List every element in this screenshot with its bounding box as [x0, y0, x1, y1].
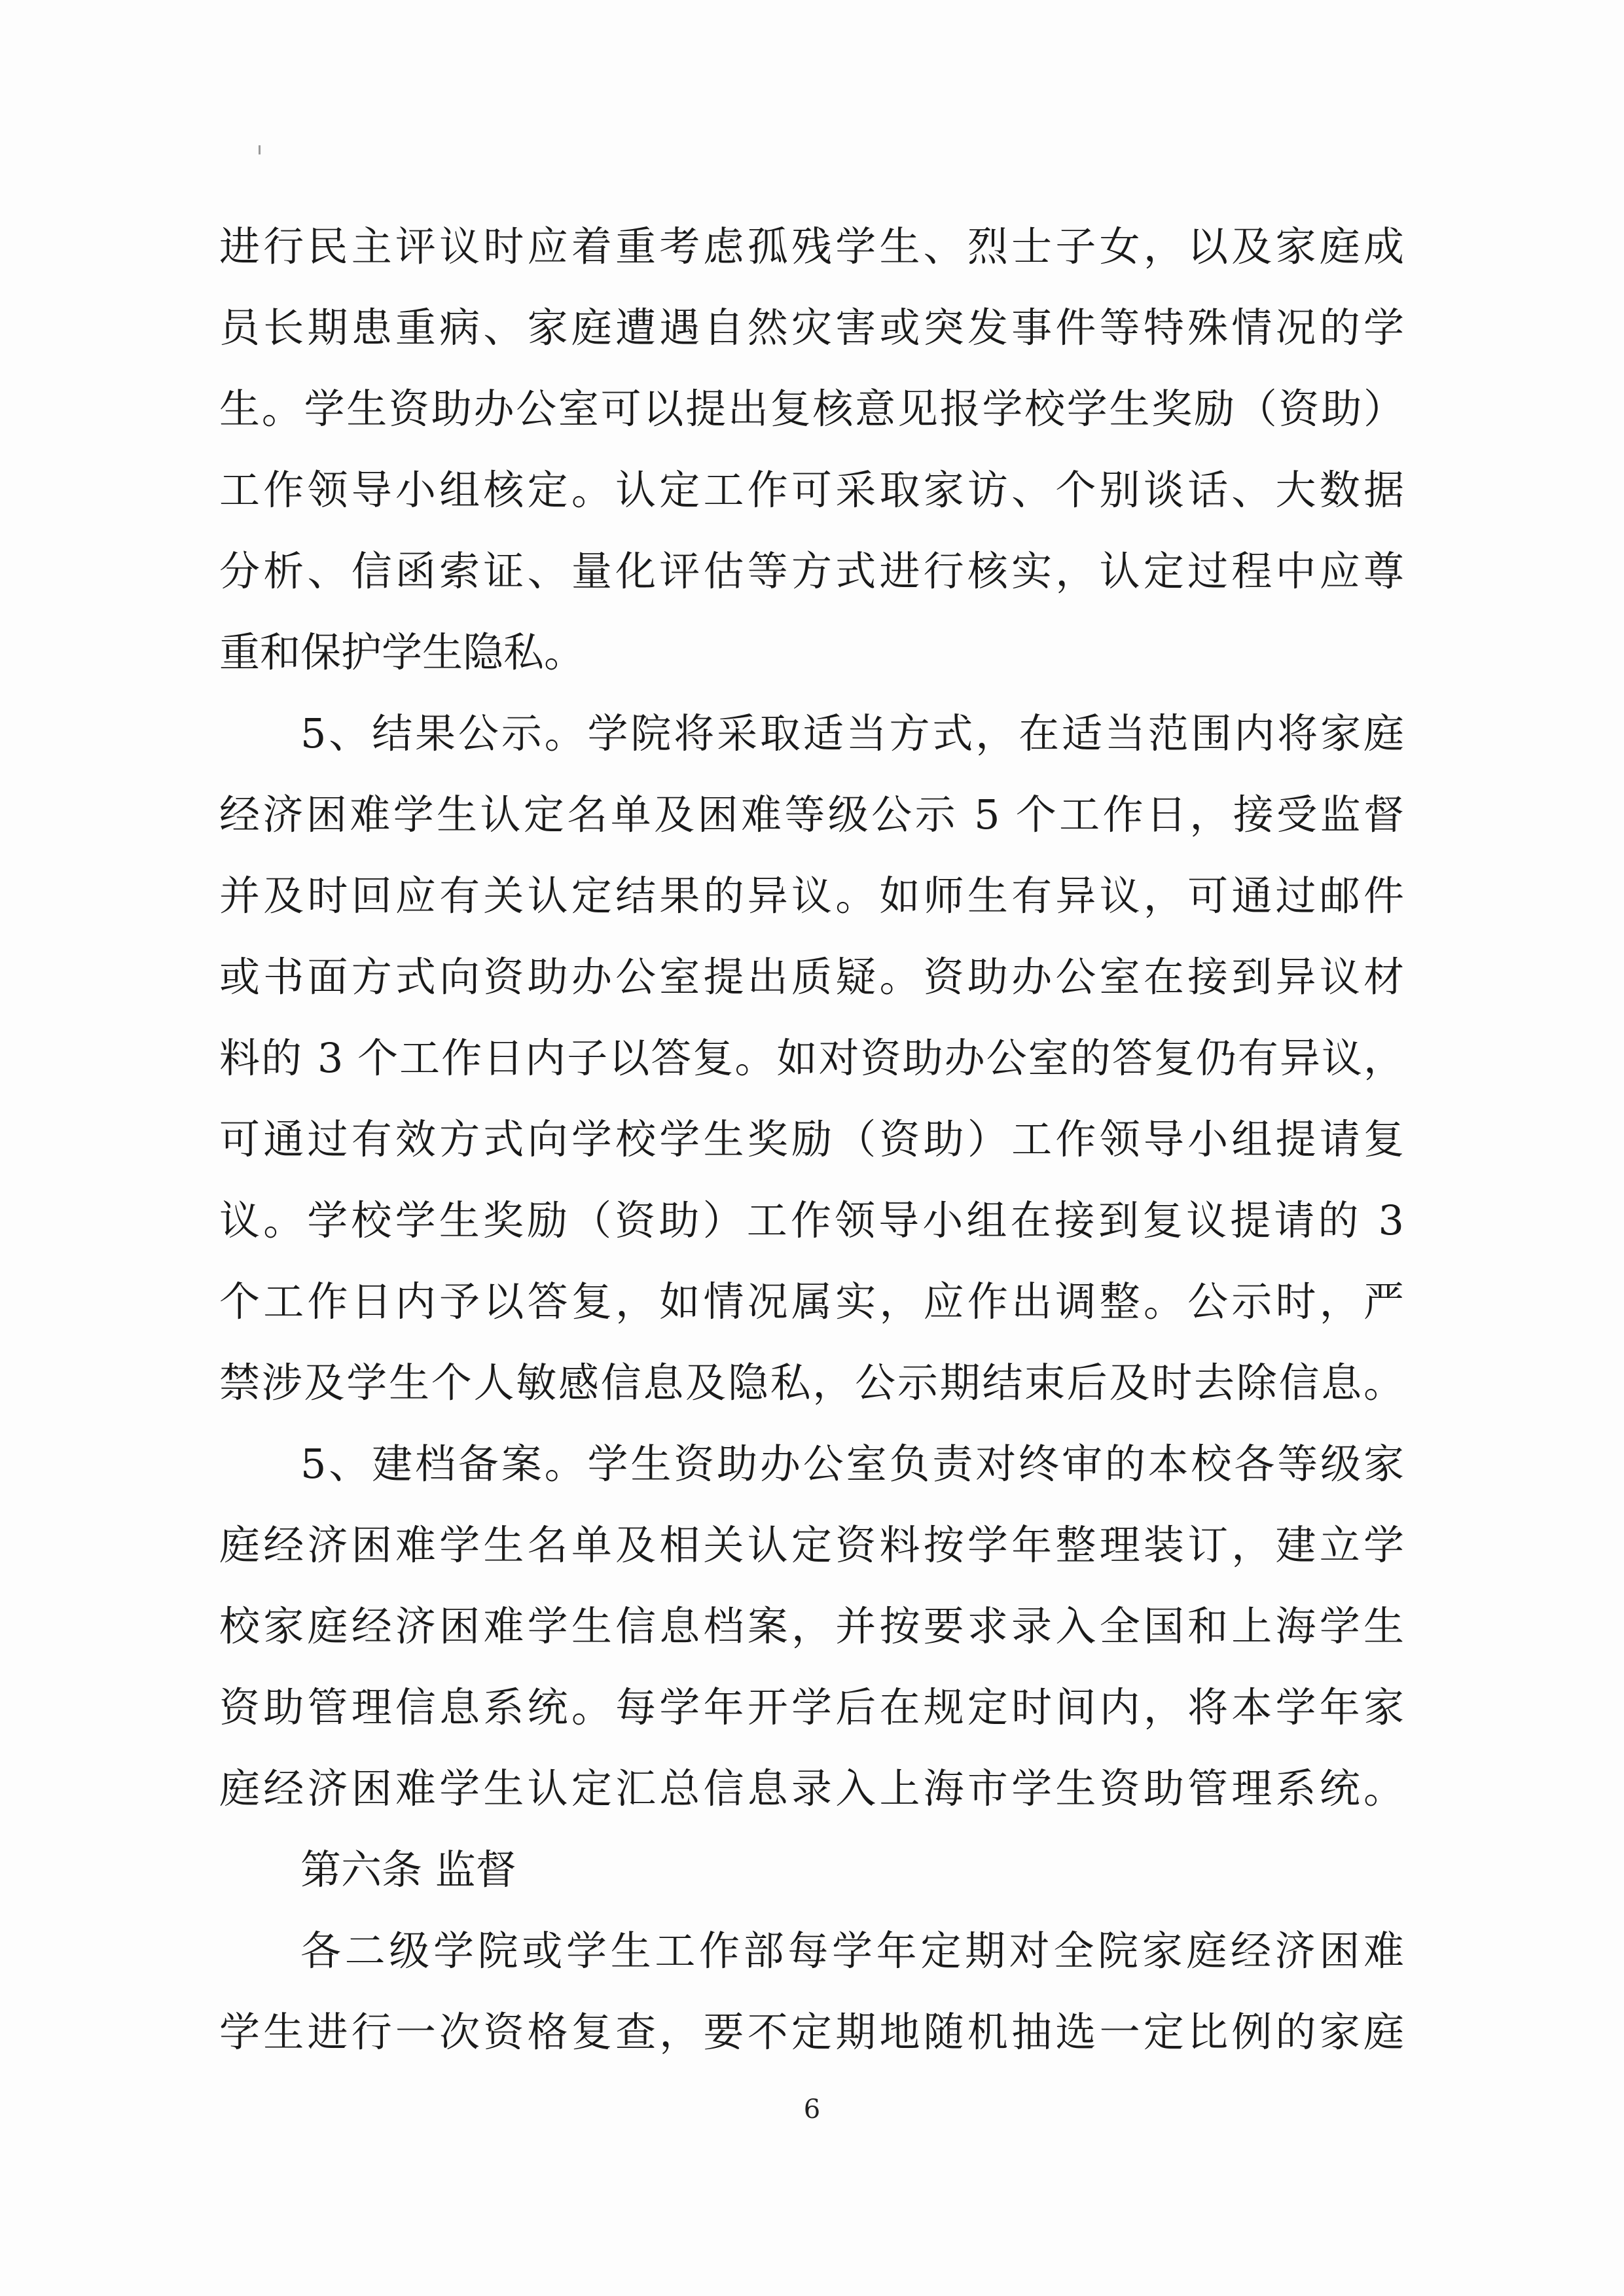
text-line: 并及时回应有关认定结果的异议。如师生有异议，可通过邮件	[219, 872, 1404, 920]
text-line: 生。学生资助办公室可以提出复核意见报学校学生奖励（资助）	[219, 385, 1404, 433]
paragraph-review-continued	[219, 206, 1404, 693]
paragraph-result-publicity	[219, 693, 1404, 1424]
text-line: 进行民主评议时应着重考虑孤残学生、烈士子女，以及家庭成	[219, 223, 1404, 270]
text-line: 校家庭经济困难学生信息档案，并按要求录入全国和上海学生	[219, 1602, 1404, 1650]
text-line: 可通过有效方式向学校学生奖励（资助）工作领导小组提请复	[219, 1115, 1404, 1163]
text-line: 工作领导小组核定。认定工作可采取家访、个别谈话、大数据	[219, 466, 1404, 514]
text-line: 个工作日内予以答复，如情况属实，应作出调整。公示时，严	[219, 1278, 1404, 1325]
text-line: 庭经济困难学生名单及相关认定资料按学年整理装订，建立学	[219, 1521, 1404, 1569]
text-line: 议。学校学生奖励（资助）工作领导小组在接到复议提请的 3	[219, 1196, 1404, 1244]
text-line: 重和保护学生隐私。	[219, 628, 585, 676]
text-line: 员长期患重病、家庭遭遇自然灾害或突发事件等特殊情况的学	[219, 304, 1404, 351]
text-line: 禁涉及学生个人敏感信息及隐私，公示期结束后及时去除信息。	[219, 1359, 1404, 1407]
article-heading	[219, 1829, 1404, 1910]
text-line: 各二级学院或学生工作部每学年定期对全院家庭经济困难	[300, 1927, 1404, 1975]
article-six-heading: 第六条 监督	[300, 1846, 516, 1893]
paragraph-supervision	[219, 1910, 1404, 2073]
paragraph-archive-filing	[219, 1424, 1404, 1829]
text-line: 庭经济困难学生认定汇总信息录入上海市学生资助管理系统。	[219, 1765, 1404, 1812]
page-number: 6	[803, 2094, 821, 2125]
text-line: 或书面方式向资助办公室提出质疑。资助办公室在接到异议材	[219, 953, 1404, 1001]
text-line: 5、结果公示。学院将采取适当方式，在适当范围内将家庭	[300, 709, 1404, 757]
text-line: 学生进行一次资格复查，要不定期地随机抽选一定比例的家庭	[219, 2008, 1404, 2056]
scan-speck	[259, 145, 261, 154]
text-line: 料的 3 个工作日内子以答复。如对资助办公室的答复仍有异议，	[219, 1034, 1404, 1082]
text-line: 5、建档备案。学生资助办公室负责对终审的本校各等级家	[300, 1440, 1404, 1488]
text-line: 分析、信函索证、量化评估等方式进行核实，认定过程中应尊	[219, 547, 1404, 595]
text-line: 经济困难学生认定名单及困难等级公示 5 个工作日，接受监督	[219, 791, 1404, 838]
text-line: 资助管理信息系统。每学年开学后在规定时间内，将本学年家	[219, 1683, 1404, 1731]
